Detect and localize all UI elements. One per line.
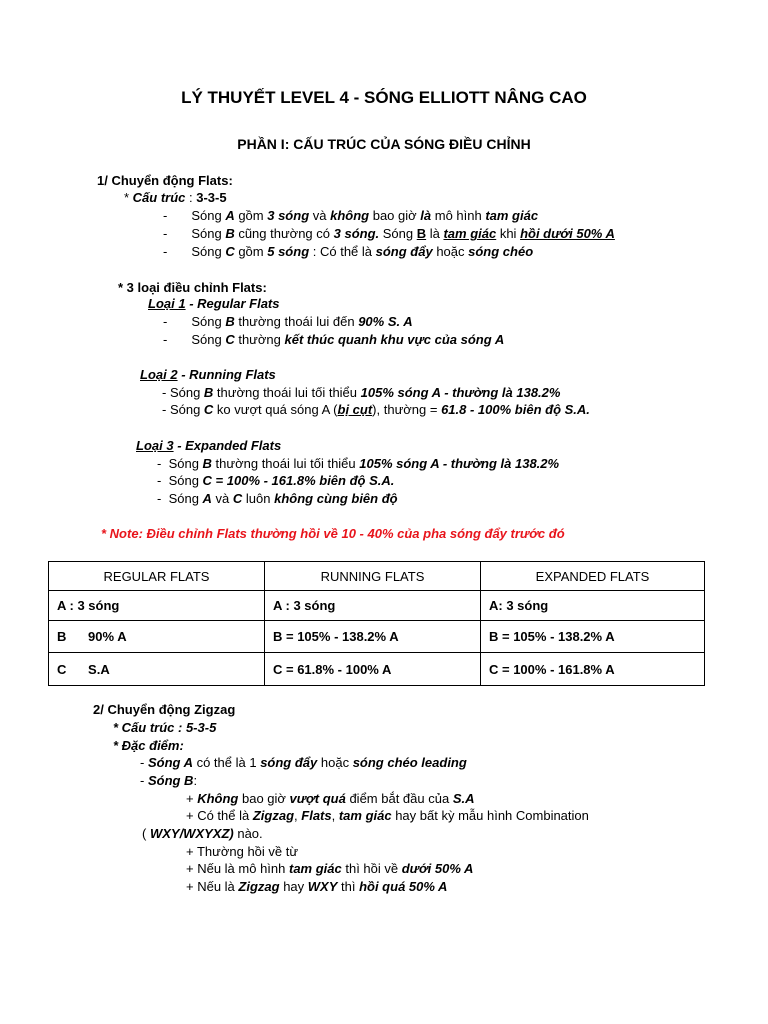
table-row: [49, 653, 705, 686]
page-title: LÝ THUYẾT LEVEL 4 - SÓNG ELLIOTT NÂNG CAO: [181, 88, 587, 107]
loai-1-bullet-1: - Sóng B thường thoái lui đến 90% S. A: [163, 314, 413, 329]
loai-2-heading: Loại 2 - Running Flats: [140, 367, 276, 382]
loai-3-bullet-2: - Sóng C = 100% - 161.8% biên độ S.A.: [157, 473, 395, 488]
loai-2-bullet-1: - Sóng B thường thoái lui tối thiểu 105% sóng A - thường là 138.2%: [162, 385, 561, 400]
zigzag-point-2-cont: ( WXY/WXYXZ) nào.: [142, 826, 263, 841]
zigzag-features: * Đặc điểm:: [113, 738, 184, 753]
loai-3-bullet-1: - Sóng B thường thoái lui tối thiểu 105% sóng A - thường là 138.2%: [157, 456, 560, 471]
loai-2-bullet-2: - Sóng C ko vượt quá sóng A (bị cụt), thường = 61.8 - 100% biên độ S.A.: [162, 402, 590, 417]
loai-1-bullet-2: - Sóng C thường kết thúc quanh khu vực của sóng A: [163, 332, 505, 347]
table-cell: B 90% A: [49, 621, 265, 653]
flats-comparison-table: [48, 561, 705, 686]
loai-3-bullet-3: - Sóng A và C luôn không cùng biên độ: [157, 491, 398, 506]
table-cell: C S.A: [49, 653, 265, 686]
table-header: RUNNING FLATS: [265, 562, 481, 591]
flats-bullet-3: - Sóng C gồm 5 sóng : Có thể là sóng đẩy hoặc sóng chéo: [163, 244, 534, 259]
flats-bullet-1: - Sóng A gồm 3 sóng và không bao giờ là mô hình tam giác: [163, 208, 539, 223]
table-cell: A: 3 sóng: [481, 591, 705, 621]
flats-note: * Note: Điều chỉnh Flats thường hồi về 10 - 40% của pha sóng đẩy trước đó: [101, 526, 565, 541]
zigzag-wave-b: - Sóng B:: [140, 773, 198, 788]
table-header-row: [49, 562, 705, 591]
zigzag-heading: 2/ Chuyển động Zigzag: [93, 702, 236, 717]
zigzag-point-1: + Không bao giờ vượt quá điểm bắt đầu của S.A: [186, 791, 475, 806]
zigzag-structure: * Cấu trúc : 5-3-5: [113, 720, 217, 735]
zigzag-point-2: + Có thể là Zigzag, Flats, tam giác hay bất kỳ mẫu hình Combination: [186, 808, 589, 823]
flats-bullet-2: - Sóng B cũng thường có 3 sóng. Sóng B là tam giác khi hồi dưới 50% A: [163, 226, 615, 241]
zigzag-point-4: + Nếu là mô hình tam giác thì hồi về dưới 50% A: [186, 861, 474, 876]
zigzag-point-5: + Nếu là Zigzag hay WXY thì hồi quá 50% A: [186, 879, 448, 894]
flats-heading: 1/ Chuyển động Flats:: [97, 173, 233, 188]
table-header: REGULAR FLATS: [49, 562, 265, 591]
zigzag-point-3: + Thường hồi về từ: [186, 844, 299, 859]
table-cell: C = 61.8% - 100% A: [265, 653, 481, 686]
table-cell: A : 3 sóng: [49, 591, 265, 621]
table-cell: A : 3 sóng: [265, 591, 481, 621]
table-row: [49, 591, 705, 621]
table-header: EXPANDED FLATS: [481, 562, 705, 591]
part-title: PHẦN I: CẤU TRÚC CỦA SÓNG ĐIỀU CHỈNH: [237, 136, 531, 152]
table-cell: B = 105% - 138.2% A: [481, 621, 705, 653]
flats-types-heading: * 3 loại điều chỉnh Flats:: [118, 280, 267, 295]
loai-1-heading: Loại 1 - Regular Flats: [148, 296, 280, 311]
loai-3-heading: Loại 3 - Expanded Flats: [136, 438, 282, 453]
flats-structure: * Cấu trúc : 3-3-5: [124, 190, 227, 205]
table-cell: C = 100% - 161.8% A: [481, 653, 705, 686]
table-row: [49, 621, 705, 653]
zigzag-wave-a: - Sóng A có thể là 1 sóng đẩy hoặc sóng chéo leading: [140, 755, 467, 770]
table-cell: B = 105% - 138.2% A: [265, 621, 481, 653]
